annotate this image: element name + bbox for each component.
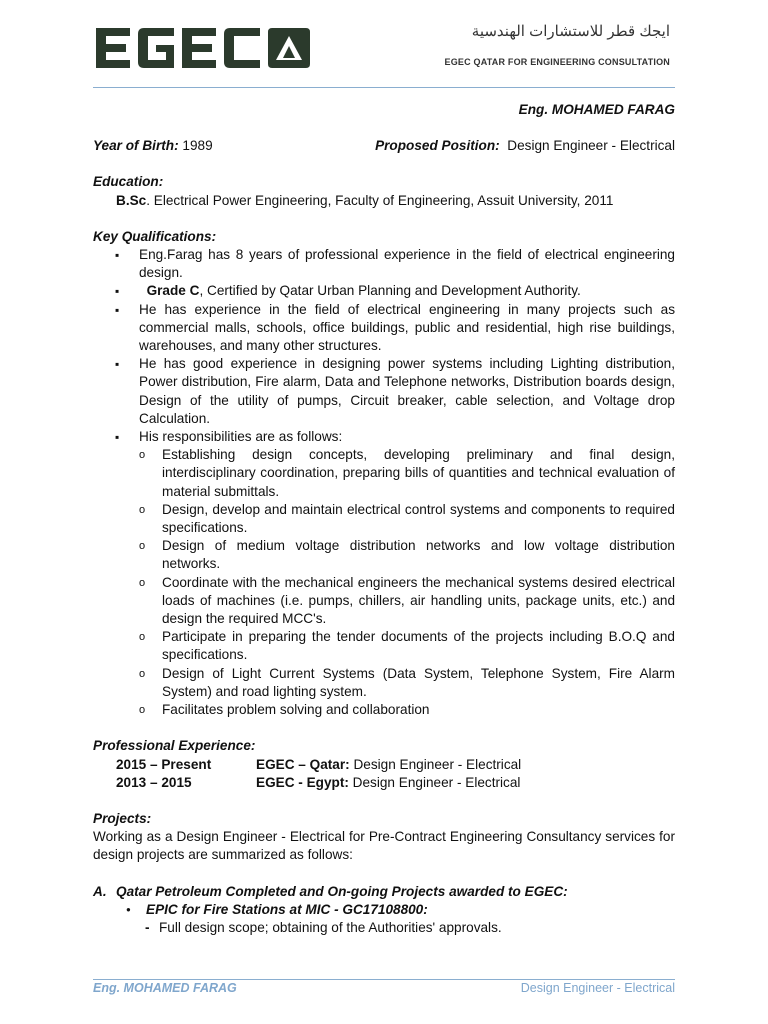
list-item: o Facilitates problem solving and collaboration	[139, 701, 675, 719]
project-section-a	[93, 883, 675, 901]
experience-role: Design Engineer - Electrical	[348, 774, 521, 790]
list-item: o Coordinate with the mechanical engineers the mechanical systems desired electrical loads of machines (i.e. pumps, chillers, air handling units, package units, etc.) and design the required MCC's.	[139, 574, 675, 629]
education-detail	[93, 192, 675, 210]
arabic-company-name: ايجك قطر للاستشارات الهندسية	[471, 23, 670, 40]
birth-year: 1989	[182, 138, 213, 154]
responsibilities-intro: His responsibilities are as follows:	[139, 429, 343, 445]
cv-body	[93, 101, 675, 937]
list-item: o Design, develop and maintain electrical control systems and components to required specifications.	[139, 501, 675, 537]
experience-employer: EGEC - Egypt:	[256, 774, 349, 790]
epic-project-title: ● EPIC for Fire Stations at MIC - GC17108800:	[93, 901, 675, 919]
position-value: Design Engineer - Electrical	[507, 138, 675, 154]
list-item: o Design of Light Current Systems (Data System, Telephone System, Fire Alarm System) and road lighting system.	[139, 665, 675, 701]
experience-years: 2013 – 2015	[116, 774, 192, 790]
list-item	[93, 428, 675, 719]
experience-years: 2015 – Present	[116, 756, 212, 772]
section-title: Qatar Petroleum Completed and On-going Projects awarded to EGEC:	[116, 883, 568, 899]
experience-row	[93, 774, 675, 792]
list-item: ▪ He has experience in the field of electrical engineering in many projects such as commercial malls, schools, office buildings, public and residential, high rise buildings, warehouses, and many other structures.	[93, 301, 675, 356]
degree: B.Sc	[116, 192, 147, 208]
list-item	[93, 282, 675, 300]
experience-row	[93, 756, 675, 774]
grade: Grade C	[146, 283, 200, 299]
birth-label: Year of Birth:	[93, 138, 179, 154]
experience-heading: Professional Experience:	[93, 738, 256, 754]
footer-name: Eng. MOHAMED FARAG	[93, 981, 237, 995]
list-item: o Establishing design concepts, developing preliminary and final design, interdisciplinary coordination, preparing bills of quantities and technical evaluation of material submittals.	[139, 446, 675, 501]
experience-employer: EGEC – Qatar:	[256, 756, 350, 772]
responsibilities-list	[139, 446, 675, 719]
grade-detail: , Certified by Qatar Urban Planning and Development Authority.	[199, 283, 581, 299]
list-item: o Design of medium voltage distribution networks and low voltage distribution networks.	[139, 537, 675, 573]
egec-logo	[96, 28, 310, 68]
projects-intro: Working as a Design Engineer - Electrical for Pre-Contract Engineering Consultancy services for design projects are summarized as follows:	[93, 829, 675, 863]
profile-row	[93, 137, 675, 155]
degree-detail: . Electrical Power Engineering, Faculty of Engineering, Assuit University, 2011	[146, 192, 614, 208]
list-item: ▪ Eng.Farag has 8 years of professional experience in the field of electrical engineering design.	[93, 246, 675, 282]
footer-rule	[93, 979, 675, 980]
projects-heading: Projects:	[93, 810, 152, 826]
epic-project-scope: - Full design scope; obtaining of the Authorities' approvals.	[93, 919, 675, 937]
list-item: o Participate in preparing the tender documents of the projects including B.O.Q and specifications.	[139, 628, 675, 664]
header-rule	[93, 87, 675, 88]
candidate-name: Eng. MOHAMED FARAG	[518, 102, 675, 117]
company-tagline: EGEC QATAR FOR ENGINEERING CONSULTATION	[444, 57, 670, 67]
education-heading: Education:	[93, 174, 164, 190]
qualifications-heading: Key Qualifications:	[93, 228, 217, 244]
footer-position: Design Engineer - Electrical	[520, 981, 675, 995]
qualifications-list	[93, 246, 675, 719]
list-item: ▪ He has good experience in designing power systems including Lighting distribution, Power distribution, Fire alarm, Data and Telephone networks, Distribution boards design, Design of the utility of pumps, Circuit breaker, cable selection, and Voltage drop Calculation.	[93, 355, 675, 428]
position-label: Proposed Position:	[375, 138, 500, 154]
section-letter: A.	[93, 883, 107, 899]
footer	[93, 981, 675, 995]
experience-role: Design Engineer - Electrical	[349, 756, 522, 772]
